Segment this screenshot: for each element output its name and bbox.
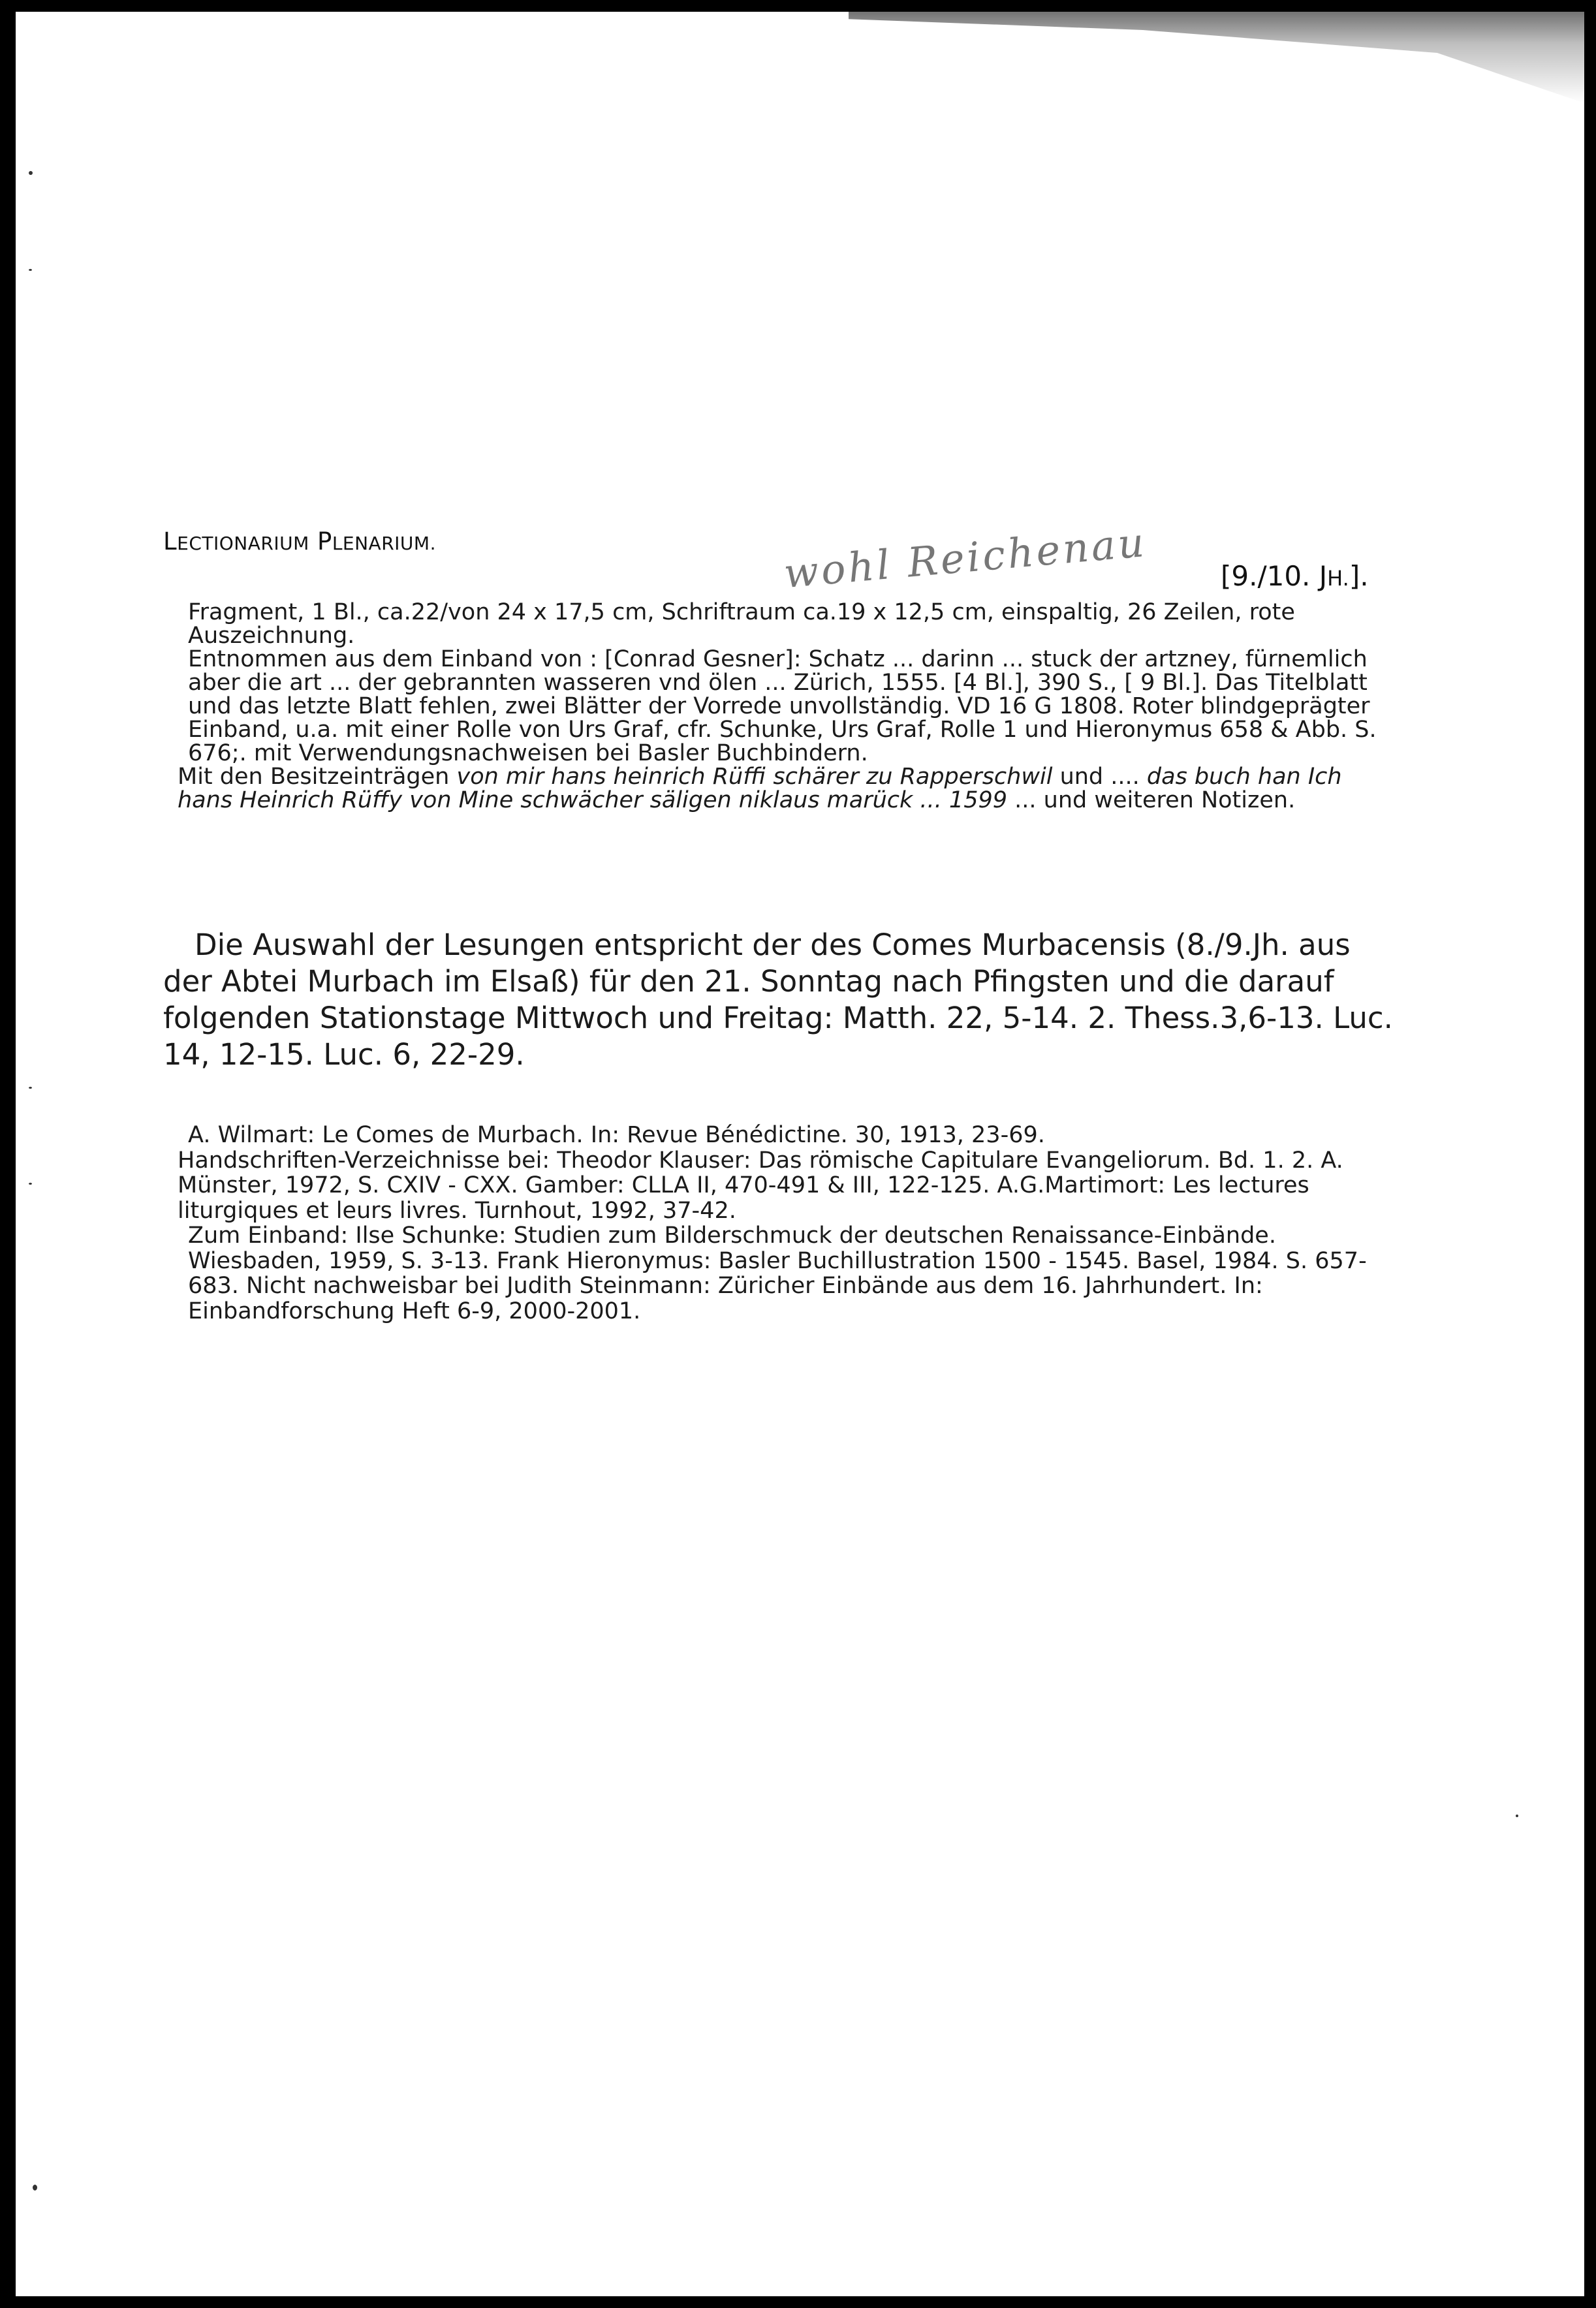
title-initial: L <box>163 527 178 555</box>
ownership-text: und .... <box>1052 764 1147 790</box>
scan-speck <box>1516 1815 1518 1817</box>
document-title <box>163 527 436 555</box>
scan-speck <box>33 2185 37 2191</box>
title-rest: ECTIONARIUM <box>177 533 309 554</box>
literature-wilmart: A. Wilmart: Le Comes de Murbach. In: Revue Bénédictine. 30, 1913, 23-69. <box>188 1122 1045 1148</box>
ownership-text: ... und weiteren Notizen. <box>1007 787 1296 813</box>
description-block <box>163 600 1403 812</box>
title-rest: LENARIUM. <box>332 533 436 554</box>
physical-description: Fragment, 1 Bl., ca.22/von 24 x 17,5 cm, Schriftraum ca.19 x 12,5 cm, einspaltig, 26 Zeilen, rote Auszeichnung. <box>188 599 1295 649</box>
selection-block <box>163 927 1403 1073</box>
document-date <box>1221 560 1369 592</box>
literature-block <box>163 1123 1403 1324</box>
selection-paragraph: Die Auswahl der Lesungen entspricht der des Comes Murbacensis (8./9.Jh. aus der Abtei Murbach im Elsaß) für den 21. Sonntag nach Pfingsten und die darauf folgenden Stationstage Mittwoch und Freitag: Matth. 22, 5-14. 2. Thess.3,6-13. Luc. 14, 12-15. Luc. 6, 22-29. <box>163 928 1393 1072</box>
ownership-entries <box>163 765 1403 812</box>
date-prefix: [9./10. <box>1221 560 1319 592</box>
scan-edge <box>12 12 16 2296</box>
ownership-text: Mit den Besitzeinträgen <box>178 764 457 790</box>
scan-speck <box>29 1087 32 1089</box>
binding-provenance: Entnommen aus dem Einband von : [Conrad Gesner]: Schatz ... darinn ... stuck der artzney, fürnemlich aber die art ... der gebrannten wasseren vnd ölen ... Zürich, 1555. [4 Bl.], 390 S., [ 9 Bl.]. Das Titelblatt und das letzte Blatt fehlen, zwei Blätter der Vorrede unvollständig. VD 16 G 1808. Roter blindgeprägter Einband, u.a. mit einer Rolle von Urs Graf, cfr. Schunke, Urs Graf, Rolle 1 und Hieronymus 658 & Abb. S. 676;. mit Verwendungsnachweisen bei Basler Buchbindern. <box>188 646 1377 766</box>
literature-catalogues: Handschriften-Verzeichnisse bei: Theodor Klauser: Das römische Capitulare Evangeliorum. Bd. 1. 2. A. Münster, 1972, S. CXIV - CXX. Gamber: CLLA II, 470-491 & III, 122-125. A.G.Martimort: Les lectures liturgiques et leurs livres. Turnhout, 1992, 37-42. <box>178 1147 1343 1224</box>
title-initial: P <box>317 527 332 555</box>
ownership-quote: von mir hans heinrich Rüffi schärer zu Rapperschwil <box>456 764 1053 790</box>
date-initial: J <box>1319 560 1328 592</box>
ownership-quote: das buch han Ich hans Heinrich Rüffy von Mine schwächer säligen niklaus marück ... 1599 <box>178 764 1342 813</box>
literature-binding: Zum Einband: Ilse Schunke: Studien zum Bilderschmuck der deutschen Renaissance-Einbände. Wiesbaden, 1959, S. 3-13. Frank Hieronymus: Basler Buchillustration 1500 - 1545. Basel, 1984. S. 657-683. Nicht nachweisbar bei Judith Steinmann: Züricher Einbände aus dem 16. Jahrhundert. In: Einbandforschung Heft 6-9, 2000-2001. <box>188 1223 1367 1324</box>
scan-speck <box>29 1183 32 1185</box>
scan-speck <box>29 269 32 271</box>
handwritten-annotation: wohl Reichenau <box>781 518 1149 598</box>
date-suffix: ]. <box>1349 560 1369 592</box>
scan-speck <box>29 171 33 175</box>
date-rest: H. <box>1327 566 1349 591</box>
